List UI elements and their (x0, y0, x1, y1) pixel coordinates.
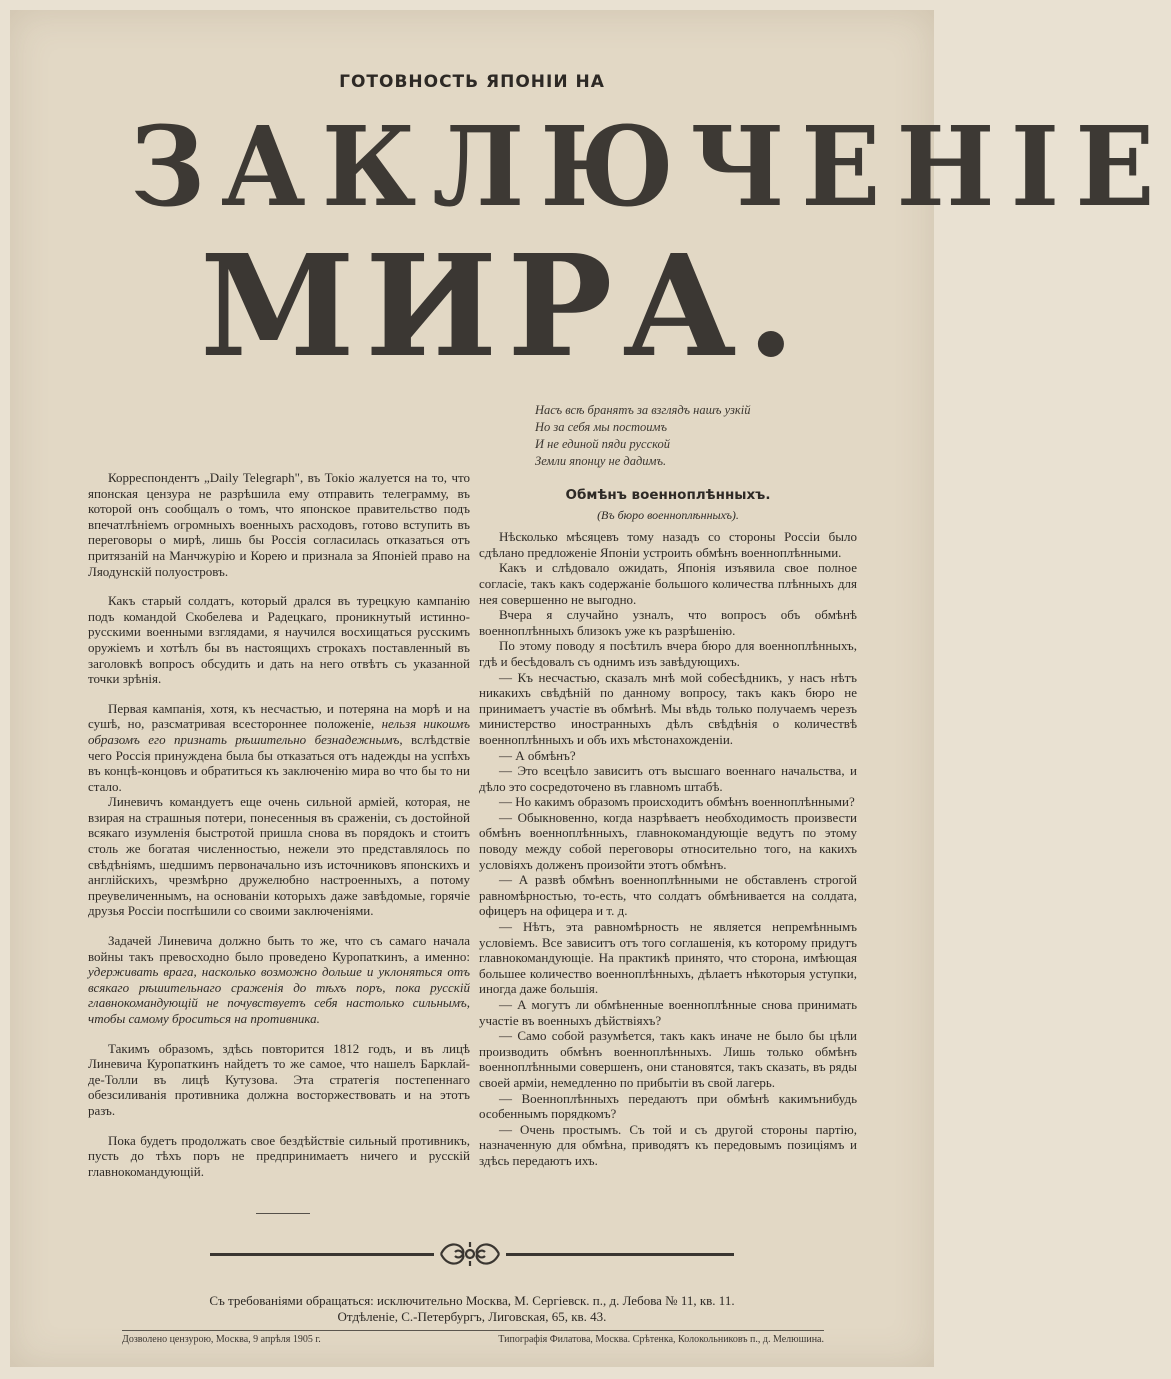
left-paragraph-1: Корреспондентъ „Daily Telegraph", въ Токіо жалуется на то, что японская цензура не разрѣшила ему отправить телеграмму, въ которой онъ сообщалъ о томъ, что японское правительство подъ впечатлѣніемъ огромныхъ военныхъ расходовъ, готово вступить въ переговоры о мирѣ, лишь бы Россія согласилась отказаться отъ притязаній на Манчжурію и Корею и признала за Японіей право на Ляодунскій полуостровъ. (88, 470, 470, 579)
right-paragraph: — Само собой разумѣется, такъ какъ иначе не было бы цѣли производить обмѣнъ военноплѣнныхъ. Лишь только обмѣнъ военноплѣнными совершенъ, они становятся, такъ сказать, въ ряды своей арміи, немедленно по прибытіи въ свой лагерь. (479, 1028, 857, 1090)
epigraph-line: Насъ всѣ бранятъ за взглядъ нашъ узкій (535, 403, 751, 417)
column-end-rule (256, 1213, 310, 1214)
main-title-line2: МИРА. (200, 225, 806, 389)
epigraph-line: Земли японцу не дадимъ. (535, 454, 667, 468)
right-paragraph: — А могутъ ли обмѣненные военноплѣнные снова принимать участіе въ военныхъ дѣйствіяхъ? (479, 997, 857, 1028)
footer-address (10, 1293, 934, 1325)
left-column (88, 470, 470, 1179)
main-title-line1: ЗАКЛЮЧЕНІЕ (130, 101, 1171, 232)
right-paragraph: — Нѣтъ, эта равномѣрность не является непремѣннымъ условіемъ. Все зависитъ отъ того соглашенія, къ которому придутъ главнокомандующіе. На практикѣ принято, что сторона, имѣющая большее количество военноплѣнныхъ, дѣлаетъ нѣкоторыя уступки, иногда даже большія. (479, 919, 857, 997)
right-paragraph: По этому поводу я посѣтилъ вчера бюро для военноплѣнныхъ, гдѣ и бесѣдовалъ съ однимъ изъ завѣдующихъ. (479, 638, 857, 669)
left-paragraph-7: Пока будетъ продолжать свое бездѣйствіе сильный противникъ, пусть до тѣхъ поръ не предпринимаетъ ничего и русскій главнокомандующій. (88, 1132, 470, 1179)
right-paragraph: — А обмѣнъ? (499, 747, 576, 763)
left-paragraph-4: Линевичъ командуетъ еще очень сильной арміей, которая, не взирая на страшныя потери, понесенныя въ сраженіи, съ достойной всякаго изумленія быстротой пришла снова въ порядокъ и стоитъ столь же богатая численностью, нежели это представлялось по свѣдѣніямъ, шедшимъ первоначально изъ источниковъ японскихъ и англійскихъ, чрезмѣрно дружелюбно настроенныхъ, а потому преувеличеннымъ, на основаніи которыхъ даже завѣдомые, горячіе друзья Россіи поспѣшили со своими заключеніями. (88, 794, 470, 919)
ornament-line-left (210, 1253, 434, 1256)
p3-italic: нельзя никоимъ образомъ его признать рѣшительно безнадежнымъ, (88, 716, 470, 747)
right-paragraph: — Это всецѣло зависитъ отъ высшаго военнаго начальства, и дѣло это сосредоточено въ главномъ штабѣ. (479, 763, 857, 794)
pre-title: ГОТОВНОСТЬ ЯПОНІИ НА (339, 72, 605, 92)
right-paragraph: — Военноплѣнныхъ передаютъ при обмѣнѣ какимънибудь особеннымъ порядкомъ? (479, 1090, 857, 1122)
censor-note: Дозволено цензурою, Москва, 9 апрѣля 1905 г. (122, 1334, 321, 1345)
right-paragraph: — Очень простымъ. Съ той и съ другой стороны партію, назначенную для обмѣна, приводятъ къ передовымъ позиціямъ и здѣсь передаютъ ихъ. (479, 1121, 857, 1168)
left-paragraph-5 (88, 933, 470, 1027)
p5-start: Задачей Линевича должно быть то же, что съ самаго начала войны такъ превосходно было проведено Куропаткинъ, а именно: (88, 933, 470, 964)
section-subtitle: (Въ бюро военноплѣнныхъ). (597, 507, 739, 522)
footer-address-line2: Отдѣленіе, С.-Петербургъ, Лиговская, 65, кв. 43. (337, 1309, 607, 1324)
right-paragraph: — Къ несчастью, сказалъ мнѣ мой собесѣдникъ, у насъ нѣтъ никакихъ свѣдѣній по данному вопросу, такъ какъ бюро не принимаетъ участіе въ обмѣнѣ. Мы вѣдь только получаемъ черезъ министерство иностранныхъ дѣлъ свѣдѣнія о количествѣ военноплѣнныхъ и объ ихъ мѣстонахожденіи. (479, 669, 857, 747)
right-paragraph: Нѣсколько мѣсяцевъ тому назадъ со стороны Россіи было сдѣлано предложеніе Японіи устроить обмѣнъ военноплѣнными. (479, 529, 857, 560)
footer-imprint (122, 1333, 824, 1346)
right-paragraph: — Обыкновенно, когда назрѣваетъ необходимость произвести обмѣнъ военноплѣнныхъ, главнокомандующіе ведутъ по этому поводу между собой переговоры относительно того, на какихъ условіяхъ долженъ произойти этотъ обмѣнъ. (479, 809, 857, 872)
epigraph-line: И не единой пяди русской (535, 437, 671, 451)
printer-note: Типографія Филатова, Москва. Срѣтенка, Колокольниковъ п., д. Мелюшина. (498, 1334, 824, 1345)
section-title: Обмѣнъ военноплѣнныхъ. (565, 487, 771, 503)
epigraph-line: Но за себя мы постоимъ (535, 420, 667, 434)
left-paragraph-6: Такимъ образомъ, здѣсь повторится 1812 годъ, и въ лицѣ Линевича Куропаткинъ найдетъ то же самое, что нашелъ Барклай-де-Толли въ лицѣ Кутузова. Эта стратегія постепеннаго обезсиливанія противника должна восторжествовать и на этотъ разъ. (88, 1040, 470, 1118)
epigraph (535, 402, 865, 470)
right-paragraph: — А развѣ обмѣнъ военноплѣнными не обставленъ строгой равномѣрностью, то-есть, что солдатъ обмѣнивается на солдата, офицеръ на офицера и т. д. (479, 872, 857, 919)
ornament-flourish-icon (437, 1238, 503, 1270)
ornament-line-right (506, 1253, 734, 1256)
right-paragraph: Какъ и слѣдовало ожидать, Японія изъявила свое полное согласіе, такъ какъ содержаніе большого количества плѣнныхъ для нея совершенно не выгодно. (479, 560, 857, 607)
right-paragraph: Вчера я случайно узналъ, что вопросъ объ обмѣнѣ военноплѣнныхъ близокъ уже къ разрѣшенію. (479, 607, 857, 638)
poster-sheet (10, 10, 1171, 1367)
p3-start: Первая кампанія, хотя, къ несчастью, и потеряна на морѣ и на сушѣ, но, разсматривая всестороннее положеніе, (88, 700, 470, 732)
footer-address-line1: Съ требованіями обращаться: исключительно Москва, М. Сергіевск. п., д. Лебова № 11, кв. 11. (209, 1293, 735, 1308)
right-paragraph: — Но какимъ образомъ происходитъ обмѣнъ военноплѣнными? (499, 794, 855, 810)
left-paragraph-2: Какъ старый солдатъ, который дрался въ турецкую кампанію подъ командой Скобелева и Радецкаго, проникнутый истинно-русскими военными взглядами, я научился восхищаться русскимъ оружіемъ и хотѣлъ бы въ настоящихъ строкахъ поставленный въ заголовкѣ вопросъ обсудить и дать на него отвѣтъ съ указанной точки зрѣнія. (88, 593, 470, 687)
left-paragraph-3 (88, 701, 470, 795)
p5-italic: удерживать врага, насколько возможно дольше и уклоняться отъ всякаго рѣшительнаго сраженія до тѣхъ поръ, пока русскій главнокомандующій не почувствуетъ себя настолько сильнымъ, чтобы самому броситься на противника. (88, 964, 470, 1026)
p3-end: вслѣдствіе чего Россія принуждена была бы отказаться отъ надежды на успѣхъ въ концѣ-концовъ и обратиться къ заключенію мира во что бы то ни стало. (88, 731, 470, 794)
right-column (479, 488, 857, 1169)
footer-rule (122, 1330, 824, 1331)
